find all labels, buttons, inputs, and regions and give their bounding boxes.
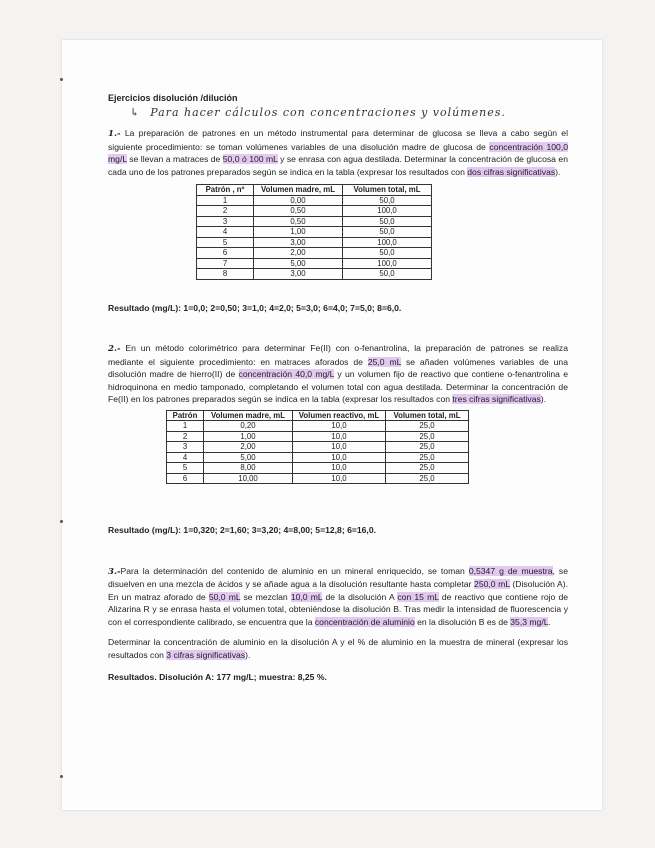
table-cell: 25,0 [386, 431, 469, 442]
table-cell: 10,0 [293, 452, 386, 463]
table-row [197, 227, 432, 238]
highlight: concentración de aluminio [314, 616, 415, 627]
exercise-3-number: 3.- [108, 566, 121, 577]
table-cell: 1 [167, 421, 204, 432]
table-row [197, 248, 432, 259]
table-cell: 1,00 [204, 431, 293, 442]
table-cell: 10,0 [293, 431, 386, 442]
exercise-3-question [108, 636, 568, 661]
table-cell: 2 [197, 206, 254, 217]
table-row [197, 216, 432, 227]
text-run: ). [540, 394, 547, 404]
text-run: ). [245, 649, 251, 660]
text-run: y un volumen fijo de reactivo que contiene o-fenantrolina e hidroquinona en medio tamponado, completando el volumen total con agua destilada. Determinar la concentración de Fe(II) en los patrones preparados según se indica en la tabla (expresar los resultados con [108, 369, 569, 404]
table-row [167, 473, 469, 484]
highlight: 0,5347 g de muestra [468, 565, 553, 576]
table-header: Patrón , nº [197, 185, 254, 196]
highlight: 3 cifras significativas [166, 649, 246, 660]
text-run: Para la determinación del contenido de aluminio en un mineral enriquecido, se toman [120, 565, 469, 576]
table-cell: 0,50 [254, 206, 343, 217]
exercise-2-result: Resultado (mg/L): 1=0,320; 2=1,60; 3=3,20; 4=8,00; 5=12,8; 6=16,0. [108, 525, 376, 535]
table-cell: 5 [167, 463, 204, 474]
text-run: se añaden volúmenes variables de una disolución madre de hierro(II) de [108, 356, 568, 379]
table-cell: 50,0 [343, 269, 432, 280]
highlight: 35,3 mg/L [510, 616, 549, 627]
text-run: . [548, 616, 551, 627]
text-run: La preparación de patrones en un método instrumental para determinar de glucosa se lleva a cabo según el siguiente procedimiento: se toman volúmenes variables de una disolución madre de glucosa de [108, 128, 568, 152]
table-cell: 2,00 [204, 442, 293, 453]
table-cell: 3 [197, 216, 254, 227]
table-cell: 25,0 [386, 442, 469, 453]
table-cell: 7 [197, 258, 254, 269]
table-header-row [197, 185, 432, 196]
text-run: Determinar la concentración de aluminio en la disolución A y el % de aluminio en la muestra de mineral (expresar los resultados con [108, 637, 568, 660]
table-cell: 10,0 [293, 463, 386, 474]
highlight: dos cifras significativas [467, 166, 556, 177]
highlight: 50,0 ó 100 mL [222, 154, 278, 164]
highlight: 50,0 mL [208, 591, 241, 602]
highlight: 10,0 mL [290, 591, 323, 602]
document-title: Ejercicios disolución /dilución [108, 93, 238, 103]
table-cell: 1,00 [254, 227, 343, 238]
table-cell: 2,00 [254, 248, 343, 259]
table-cell: 3,00 [254, 269, 343, 280]
table-cell: 25,0 [386, 421, 469, 432]
text-run: ). [555, 166, 561, 177]
exercise-3-result: Resultados. Disolución A: 177 mg/L; muestra: 8,25 %. [108, 672, 327, 682]
table-cell: 0,20 [204, 421, 293, 432]
paper-sheet [62, 40, 602, 810]
table-cell: 10,0 [293, 442, 386, 453]
exercise-1-number: 1.- [108, 129, 121, 139]
table-header: Volumen total, mL [343, 185, 432, 196]
punch-dot [60, 775, 63, 778]
table-row [197, 206, 432, 217]
highlight: con 15 mL [397, 591, 439, 602]
handwritten-note [130, 107, 568, 120]
exercise-1-statement [108, 127, 568, 178]
text-run: se mezclan [240, 591, 291, 602]
highlight: concentración 100,0 mg/L [108, 141, 568, 164]
exercise-2-statement [108, 342, 568, 406]
table-cell: 50,0 [343, 248, 432, 259]
text-run: de la disolución A [322, 591, 398, 602]
table-cell: 6 [167, 473, 204, 484]
table-cell: 3,00 [254, 237, 343, 248]
table-row [167, 452, 469, 463]
table-cell: 50,0 [343, 216, 432, 227]
document-content [108, 92, 568, 684]
table-row [197, 237, 432, 248]
table-header: Volumen madre, mL [254, 185, 343, 196]
table-cell: 1 [197, 195, 254, 206]
table-header: Volumen reactivo, mL [293, 410, 386, 421]
table-cell: 25,0 [386, 473, 469, 484]
highlight: 250,0 mL [474, 579, 510, 589]
table-cell: 10,00 [204, 473, 293, 484]
handwritten-note-text: Para hacer cálculos con concentraciones y volúmenes. [150, 105, 506, 119]
table-header: Volumen total, mL [386, 410, 469, 421]
table-cell: 50,0 [343, 195, 432, 206]
table-cell: 8 [197, 269, 254, 280]
table-cell: 10,0 [293, 473, 386, 484]
table-cell: 4 [167, 452, 204, 463]
table-cell: 6 [197, 248, 254, 259]
table-header: Patrón [167, 410, 204, 421]
table-cell: 50,0 [343, 227, 432, 238]
text-run: , se disuelven en una mezcla de ácidos y se añade agua a la disolución resultante hasta completar [108, 565, 568, 589]
highlight: 25,0 mL [367, 356, 402, 367]
handwritten-arrow-icon: ↳ [130, 105, 141, 119]
text-run: (Disolución A). En un matraz aforado de [108, 579, 568, 602]
table-cell: 100,0 [343, 206, 432, 217]
text-run: en la disolución B es de [414, 616, 511, 627]
table-header-row [167, 410, 469, 421]
table-cell: 25,0 [386, 452, 469, 463]
table-row [167, 463, 469, 474]
table-cell: 8,00 [204, 463, 293, 474]
exercise-1-table [196, 184, 432, 280]
table-row [197, 195, 432, 206]
text-run: y se enrasa con agua destilada. Determinar la concentración de glucosa en cada uno de los patrones preparados según se indica en la tabla (expresar los resultados con [108, 154, 568, 177]
table-cell: 100,0 [343, 237, 432, 248]
table-row [167, 431, 469, 442]
exercise-2-number: 2.- [108, 344, 121, 354]
table-cell: 100,0 [343, 258, 432, 269]
table-row [197, 258, 432, 269]
table-row [197, 269, 432, 280]
punch-dot [60, 520, 63, 523]
exercise-3-statement [108, 565, 568, 629]
table-row [167, 421, 469, 432]
highlight: concentración 40,0 mg/L [238, 369, 335, 379]
table-cell: 3 [167, 442, 204, 453]
punch-dot [60, 78, 63, 81]
table-cell: 5,00 [204, 452, 293, 463]
table-cell: 5,00 [254, 258, 343, 269]
text-run: En un método colorimétrico para determinar Fe(II) con o-fenantrolina, la preparación de patrones se realiza mediante el siguiente procedimiento: en matraces aforados de [108, 343, 568, 367]
text-run: se llevan a matraces de [126, 154, 223, 164]
table-cell: 25,0 [386, 463, 469, 474]
table-cell: 0,00 [254, 195, 343, 206]
exercise-2-table [166, 410, 469, 485]
exercise-1-result: Resultado (mg/L): 1=0,0; 2=0,50; 3=1,0; 4=2,0; 5=3,0; 6=4,0; 7=5,0; 8=6,0. [108, 302, 402, 313]
table-header: Volumen madre, mL [204, 410, 293, 421]
text-run: de reactivo que contiene rojo de Alizarina R y se enrasa hasta el volumen total, obteniéndose la disolución B. Tras medir la intensidad de fluorescencia y con el correspondiente calibrado, se encuentra que la [108, 591, 569, 627]
highlight: tres cifras significativas [452, 394, 541, 404]
table-cell: 0,50 [254, 216, 343, 227]
table-cell: 10,0 [293, 421, 386, 432]
table-cell: 2 [167, 431, 204, 442]
table-row [167, 442, 469, 453]
table-cell: 5 [197, 237, 254, 248]
table-cell: 4 [197, 227, 254, 238]
